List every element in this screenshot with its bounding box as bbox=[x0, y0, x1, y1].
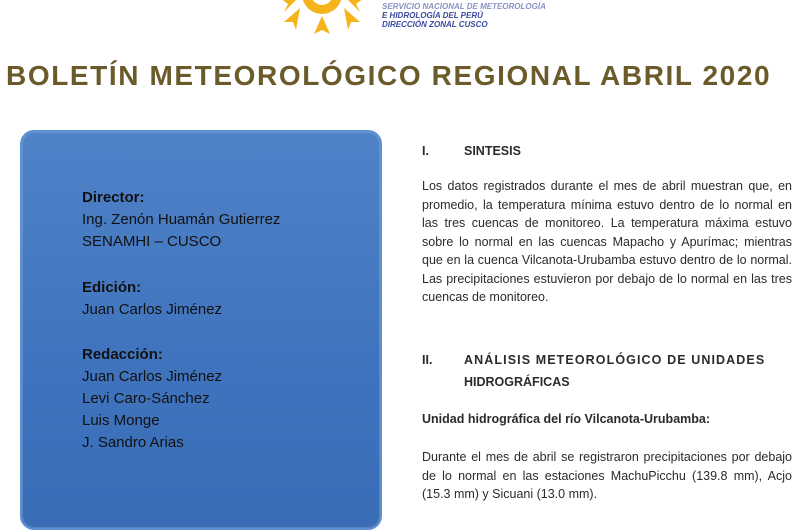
sun-logo-icon bbox=[262, 0, 382, 42]
edicion-block bbox=[82, 277, 222, 321]
section-heading-sintesis bbox=[422, 142, 521, 161]
section-number: II. bbox=[422, 353, 433, 367]
credits-panel bbox=[20, 130, 382, 530]
unidad-heading: Unidad hidrográfica del río Vilcanota-Urubamba: bbox=[422, 412, 711, 426]
redaccion-name: Juan Carlos Jiménez bbox=[82, 368, 223, 385]
unidad-paragraph: Durante el mes de abril se registraron precipitaciones por debajo de lo normal en las estaciones MachuPicchu (139.8 mm), Acjo (15.3 mm) y Sicuani (13.0 mm). bbox=[422, 450, 792, 501]
redaccion-label: Redacción: bbox=[82, 346, 163, 363]
org-line: DIRECCIÓN ZONAL CUSCO bbox=[382, 20, 488, 29]
sintesis-paragraph: Los datos registrados durante el mes de abril muestran que, en promedio, la temperatura mínima estuvo dentro de lo normal en las tres cuencas de monitoreo. La temperatura máxima estuvo sobre lo normal en las cuencas Mapacho y Apurímac; mientras que en la cuenca Vilcanota-Urubamba estuvo dentro de lo normal. Las precipitaciones estuvieron por debajo de lo normal en las tres cuencas de monitoreo. bbox=[422, 179, 792, 304]
section-heading-analisis bbox=[422, 351, 765, 370]
director-label: Director: bbox=[82, 189, 145, 206]
redaccion-name: J. Sandro Arias bbox=[82, 434, 184, 451]
bulletin-title: BOLETÍN METEOROLÓGICO REGIONAL ABRIL 2020 bbox=[6, 60, 772, 91]
section-title: SINTESIS bbox=[464, 144, 521, 158]
edicion-label: Edición: bbox=[82, 279, 142, 296]
redaccion-block bbox=[82, 344, 222, 454]
redaccion-name: Luis Monge bbox=[82, 412, 160, 429]
section-title-continued: HIDROGRÁFICAS bbox=[464, 375, 570, 389]
section-number: I. bbox=[422, 144, 429, 158]
director-name: Ing. Zenón Huamán Gutierrez bbox=[82, 211, 281, 228]
org-line: SERVICIO NACIONAL DE METEOROLOGÍA bbox=[382, 2, 546, 11]
director-block bbox=[82, 187, 280, 253]
redaccion-name: Levi Caro-Sánchez bbox=[82, 390, 210, 407]
director-org: SENAMHI – CUSCO bbox=[82, 233, 222, 250]
organization-name bbox=[382, 2, 546, 29]
section-title: ANÁLISIS METEOROLÓGICO DE UNIDADES bbox=[464, 353, 766, 367]
edicion-name: Juan Carlos Jiménez bbox=[82, 301, 223, 318]
org-line: E HIDROLOGÍA DEL PERÚ bbox=[382, 11, 483, 20]
